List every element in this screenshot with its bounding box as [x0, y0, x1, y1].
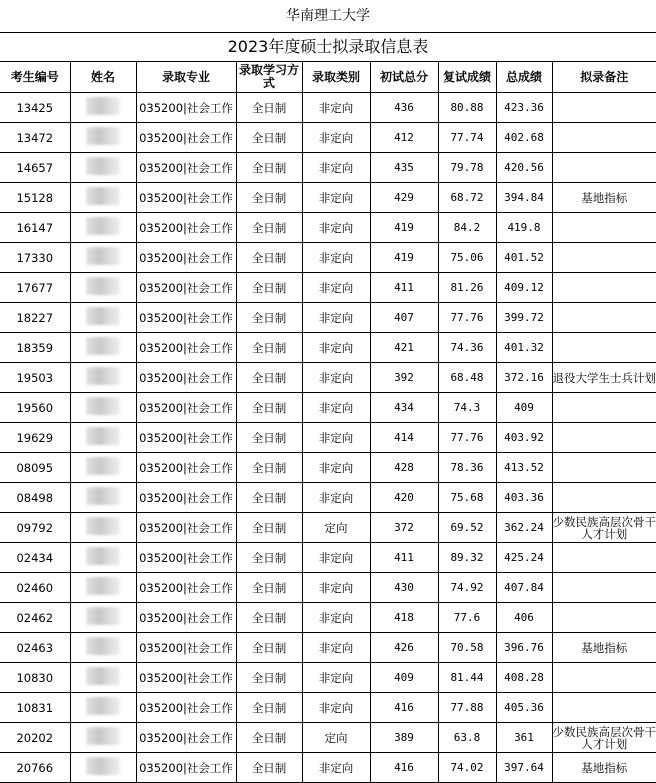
cell-type: 非定向: [302, 213, 370, 243]
cell-name: [70, 603, 136, 633]
cell-score: 411: [370, 543, 438, 573]
col-header-id: 考生编号: [0, 62, 70, 93]
cell-mode: 全日制: [236, 483, 302, 513]
cell-note: [552, 663, 656, 693]
redacted-name-blur: [86, 217, 120, 235]
cell-type: 非定向: [302, 543, 370, 573]
cell-name: [70, 183, 136, 213]
col-header-retest: 复试成绩: [438, 62, 496, 93]
cell-name: [70, 573, 136, 603]
cell-note: [552, 93, 656, 123]
cell-total: 402.68: [496, 123, 552, 153]
cell-id: 02462: [0, 603, 70, 633]
redacted-name-blur: [86, 727, 120, 745]
cell-name: [70, 123, 136, 153]
cell-id: 14657: [0, 153, 70, 183]
col-header-type: 录取类别: [302, 62, 370, 93]
table-row: [0, 393, 656, 423]
cell-id: 18227: [0, 303, 70, 333]
cell-retest: 74.36: [438, 333, 496, 363]
table-row: [0, 183, 656, 213]
table-row: [0, 333, 656, 363]
cell-id: 17330: [0, 243, 70, 273]
cell-id: 19503: [0, 363, 70, 393]
table-row: [0, 723, 656, 753]
cell-id: 09792: [0, 513, 70, 543]
cell-name: [70, 543, 136, 573]
cell-mode: 全日制: [236, 753, 302, 783]
cell-major: 035200|社会工作: [136, 453, 236, 483]
cell-id: 02434: [0, 543, 70, 573]
cell-type: 非定向: [302, 663, 370, 693]
cell-note: [552, 453, 656, 483]
cell-score: 392: [370, 363, 438, 393]
cell-total: 406: [496, 603, 552, 633]
redacted-name-blur: [86, 157, 120, 175]
cell-score: 430: [370, 573, 438, 603]
cell-name: [70, 483, 136, 513]
cell-mode: 全日制: [236, 273, 302, 303]
cell-score: 429: [370, 183, 438, 213]
cell-total: 420.56: [496, 153, 552, 183]
cell-type: 非定向: [302, 123, 370, 153]
cell-retest: 77.76: [438, 423, 496, 453]
table-row: [0, 423, 656, 453]
cell-major: 035200|社会工作: [136, 273, 236, 303]
cell-retest: 81.44: [438, 663, 496, 693]
cell-major: 035200|社会工作: [136, 513, 236, 543]
cell-type: 非定向: [302, 483, 370, 513]
cell-score: 421: [370, 333, 438, 363]
cell-retest: 63.8: [438, 723, 496, 753]
cell-retest: 69.52: [438, 513, 496, 543]
cell-type: 非定向: [302, 363, 370, 393]
col-header-score: 初试总分: [370, 62, 438, 93]
cell-id: 18359: [0, 333, 70, 363]
cell-retest: 77.6: [438, 603, 496, 633]
redacted-name-blur: [86, 517, 120, 535]
cell-mode: 全日制: [236, 423, 302, 453]
cell-total: 409.12: [496, 273, 552, 303]
cell-score: 416: [370, 693, 438, 723]
cell-retest: 80.88: [438, 93, 496, 123]
cell-type: 非定向: [302, 153, 370, 183]
col-header-total: 总成绩: [496, 62, 552, 93]
cell-major: 035200|社会工作: [136, 303, 236, 333]
table-row: [0, 693, 656, 723]
cell-total: 409: [496, 393, 552, 423]
cell-name: [70, 393, 136, 423]
cell-note: 少数民族高层次骨干人才计划: [552, 514, 656, 541]
cell-score: 428: [370, 453, 438, 483]
redacted-name-blur: [86, 637, 120, 655]
cell-mode: 全日制: [236, 93, 302, 123]
cell-total: 419.8: [496, 213, 552, 243]
cell-name: [70, 243, 136, 273]
cell-total: 407.84: [496, 573, 552, 603]
cell-score: 436: [370, 93, 438, 123]
cell-note: [552, 693, 656, 723]
cell-major: 035200|社会工作: [136, 243, 236, 273]
cell-total: 401.32: [496, 333, 552, 363]
cell-mode: 全日制: [236, 153, 302, 183]
header-row: [0, 62, 656, 93]
cell-type: 非定向: [302, 603, 370, 633]
cell-retest: 84.2: [438, 213, 496, 243]
cell-type: 非定向: [302, 183, 370, 213]
cell-score: 419: [370, 213, 438, 243]
cell-type: 定向: [302, 723, 370, 753]
cell-id: 10830: [0, 663, 70, 693]
cell-retest: 68.48: [438, 363, 496, 393]
cell-mode: 全日制: [236, 603, 302, 633]
cell-note: 基地指标: [552, 753, 656, 783]
cell-total: 413.52: [496, 453, 552, 483]
redacted-name-blur: [86, 127, 120, 145]
table-row: [0, 213, 656, 243]
cell-mode: 全日制: [236, 303, 302, 333]
cell-score: 416: [370, 753, 438, 783]
cell-id: 02463: [0, 633, 70, 663]
cell-mode: 全日制: [236, 363, 302, 393]
cell-name: [70, 333, 136, 363]
cell-name: [70, 153, 136, 183]
cell-score: 411: [370, 273, 438, 303]
cell-major: 035200|社会工作: [136, 573, 236, 603]
cell-note: [552, 393, 656, 423]
table-header: [0, 62, 656, 93]
cell-id: 10831: [0, 693, 70, 723]
cell-retest: 81.26: [438, 273, 496, 303]
table-row: [0, 663, 656, 693]
cell-type: 非定向: [302, 633, 370, 663]
cell-retest: 77.76: [438, 303, 496, 333]
cell-type: 非定向: [302, 93, 370, 123]
table-row: [0, 453, 656, 483]
table-row: [0, 753, 656, 783]
cell-retest: 68.72: [438, 183, 496, 213]
cell-major: 035200|社会工作: [136, 363, 236, 393]
cell-total: 362.24: [496, 513, 552, 543]
col-header-major: 录取专业: [136, 62, 236, 93]
cell-name: [70, 303, 136, 333]
cell-major: 035200|社会工作: [136, 423, 236, 453]
cell-note: [552, 333, 656, 363]
cell-mode: 全日制: [236, 513, 302, 543]
cell-major: 035200|社会工作: [136, 693, 236, 723]
cell-major: 035200|社会工作: [136, 543, 236, 573]
cell-type: 非定向: [302, 303, 370, 333]
redacted-name-blur: [86, 487, 120, 505]
university-name: 华南理工大学: [286, 8, 370, 24]
cell-name: [70, 363, 136, 393]
cell-note: 少数民族高层次骨干人才计划: [552, 724, 656, 751]
table-row: [0, 573, 656, 603]
cell-retest: 70.58: [438, 633, 496, 663]
cell-name: [70, 93, 136, 123]
col-header-name: 姓名: [70, 62, 136, 93]
cell-total: 401.52: [496, 243, 552, 273]
redacted-name-blur: [86, 547, 120, 565]
table-row: [0, 513, 656, 543]
cell-mode: 全日制: [236, 243, 302, 273]
table-title: 2023年度硕士拟录取信息表: [0, 32, 656, 61]
cell-note: [552, 603, 656, 633]
cell-total: 361: [496, 723, 552, 753]
cell-type: 非定向: [302, 693, 370, 723]
cell-score: 420: [370, 483, 438, 513]
cell-id: 15128: [0, 183, 70, 213]
cell-total: 372.16: [496, 363, 552, 393]
cell-mode: 全日制: [236, 333, 302, 363]
cell-mode: 全日制: [236, 393, 302, 423]
table-row: [0, 153, 656, 183]
cell-note: [552, 213, 656, 243]
cell-total: 397.64: [496, 753, 552, 783]
cell-name: [70, 693, 136, 723]
cell-type: 非定向: [302, 333, 370, 363]
cell-type: 非定向: [302, 453, 370, 483]
cell-mode: 全日制: [236, 663, 302, 693]
redacted-name-blur: [86, 277, 120, 295]
cell-id: 08095: [0, 453, 70, 483]
cell-retest: 79.78: [438, 153, 496, 183]
cell-total: 403.92: [496, 423, 552, 453]
cell-name: [70, 723, 136, 753]
table-row: [0, 123, 656, 153]
cell-name: [70, 213, 136, 243]
cell-score: 435: [370, 153, 438, 183]
cell-note: 基地指标: [552, 183, 656, 213]
cell-retest: 75.06: [438, 243, 496, 273]
cell-mode: 全日制: [236, 213, 302, 243]
cell-major: 035200|社会工作: [136, 393, 236, 423]
cell-total: 394.84: [496, 183, 552, 213]
cell-retest: 75.68: [438, 483, 496, 513]
table-row: [0, 633, 656, 663]
cell-type: 非定向: [302, 393, 370, 423]
cell-note: 基地指标: [552, 633, 656, 663]
cell-retest: 77.74: [438, 123, 496, 153]
cell-note: [552, 423, 656, 453]
cell-type: 非定向: [302, 573, 370, 603]
cell-id: 02460: [0, 573, 70, 603]
redacted-name-blur: [86, 397, 120, 415]
cell-type: 非定向: [302, 273, 370, 303]
cell-mode: 全日制: [236, 123, 302, 153]
table-row: [0, 303, 656, 333]
cell-major: 035200|社会工作: [136, 723, 236, 753]
redacted-name-blur: [86, 757, 120, 775]
cell-major: 035200|社会工作: [136, 93, 236, 123]
cell-score: 372: [370, 513, 438, 543]
redacted-name-blur: [86, 607, 120, 625]
table-row: [0, 363, 656, 393]
cell-mode: 全日制: [236, 633, 302, 663]
cell-id: 20766: [0, 753, 70, 783]
cell-note: [552, 543, 656, 573]
cell-name: [70, 663, 136, 693]
cell-total: 405.36: [496, 693, 552, 723]
cell-type: 定向: [302, 513, 370, 543]
redacted-name-blur: [86, 337, 120, 355]
cell-id: 08498: [0, 483, 70, 513]
cell-type: 非定向: [302, 423, 370, 453]
cell-id: 13425: [0, 93, 70, 123]
cell-total: 399.72: [496, 303, 552, 333]
cell-total: 396.76: [496, 633, 552, 663]
cell-id: 19629: [0, 423, 70, 453]
table-row: [0, 543, 656, 573]
cell-score: 418: [370, 603, 438, 633]
redacted-name-blur: [86, 367, 120, 385]
cell-retest: 74.3: [438, 393, 496, 423]
cell-note: [552, 123, 656, 153]
cell-note: 退役大学生士兵计划: [552, 363, 656, 393]
cell-total: 408.28: [496, 663, 552, 693]
redacted-name-blur: [86, 427, 120, 445]
cell-total: 425.24: [496, 543, 552, 573]
cell-name: [70, 513, 136, 543]
cell-name: [70, 753, 136, 783]
cell-retest: 74.02: [438, 753, 496, 783]
table-body: [0, 93, 656, 783]
cell-total: 403.36: [496, 483, 552, 513]
cell-score: 426: [370, 633, 438, 663]
col-header-mode: 录取学习方式: [236, 62, 302, 93]
cell-note: [552, 483, 656, 513]
cell-name: [70, 273, 136, 303]
cell-retest: 74.92: [438, 573, 496, 603]
cell-note: [552, 573, 656, 603]
cell-major: 035200|社会工作: [136, 603, 236, 633]
cell-name: [70, 423, 136, 453]
cell-major: 035200|社会工作: [136, 333, 236, 363]
cell-major: 035200|社会工作: [136, 153, 236, 183]
redacted-name-blur: [86, 307, 120, 325]
cell-retest: 89.32: [438, 543, 496, 573]
table-row: [0, 483, 656, 513]
cell-retest: 77.88: [438, 693, 496, 723]
cell-note: [552, 273, 656, 303]
cell-mode: 全日制: [236, 453, 302, 483]
cell-type: 非定向: [302, 753, 370, 783]
cell-note: [552, 243, 656, 273]
cell-id: 17677: [0, 273, 70, 303]
cell-score: 434: [370, 393, 438, 423]
cell-major: 035200|社会工作: [136, 483, 236, 513]
redacted-name-blur: [86, 247, 120, 265]
cell-name: [70, 453, 136, 483]
table-row: [0, 243, 656, 273]
redacted-name-blur: [86, 97, 120, 115]
cell-major: 035200|社会工作: [136, 213, 236, 243]
redacted-name-blur: [86, 187, 120, 205]
cell-id: 13472: [0, 123, 70, 153]
cell-retest: 78.36: [438, 453, 496, 483]
col-header-note: 拟录备注: [552, 62, 656, 93]
cell-total: 423.36: [496, 93, 552, 123]
cell-score: 389: [370, 723, 438, 753]
cell-mode: 全日制: [236, 693, 302, 723]
table-row: [0, 93, 656, 123]
redacted-name-blur: [86, 697, 120, 715]
cell-mode: 全日制: [236, 543, 302, 573]
cell-id: 16147: [0, 213, 70, 243]
cell-mode: 全日制: [236, 723, 302, 753]
redacted-name-blur: [86, 457, 120, 475]
cell-mode: 全日制: [236, 573, 302, 603]
cell-type: 非定向: [302, 243, 370, 273]
admission-table: [0, 61, 656, 783]
cell-score: 419: [370, 243, 438, 273]
cell-major: 035200|社会工作: [136, 633, 236, 663]
table-row: [0, 603, 656, 633]
redacted-name-blur: [86, 667, 120, 685]
cell-score: 414: [370, 423, 438, 453]
cell-id: 19560: [0, 393, 70, 423]
cell-note: [552, 303, 656, 333]
cell-name: [70, 633, 136, 663]
cell-major: 035200|社会工作: [136, 663, 236, 693]
redacted-name-blur: [86, 577, 120, 595]
cell-id: 20202: [0, 723, 70, 753]
cell-score: 407: [370, 303, 438, 333]
cell-major: 035200|社会工作: [136, 183, 236, 213]
cell-major: 035200|社会工作: [136, 753, 236, 783]
cell-mode: 全日制: [236, 183, 302, 213]
cell-score: 409: [370, 663, 438, 693]
table-row: [0, 273, 656, 303]
cell-note: [552, 153, 656, 183]
cell-major: 035200|社会工作: [136, 123, 236, 153]
cell-score: 412: [370, 123, 438, 153]
